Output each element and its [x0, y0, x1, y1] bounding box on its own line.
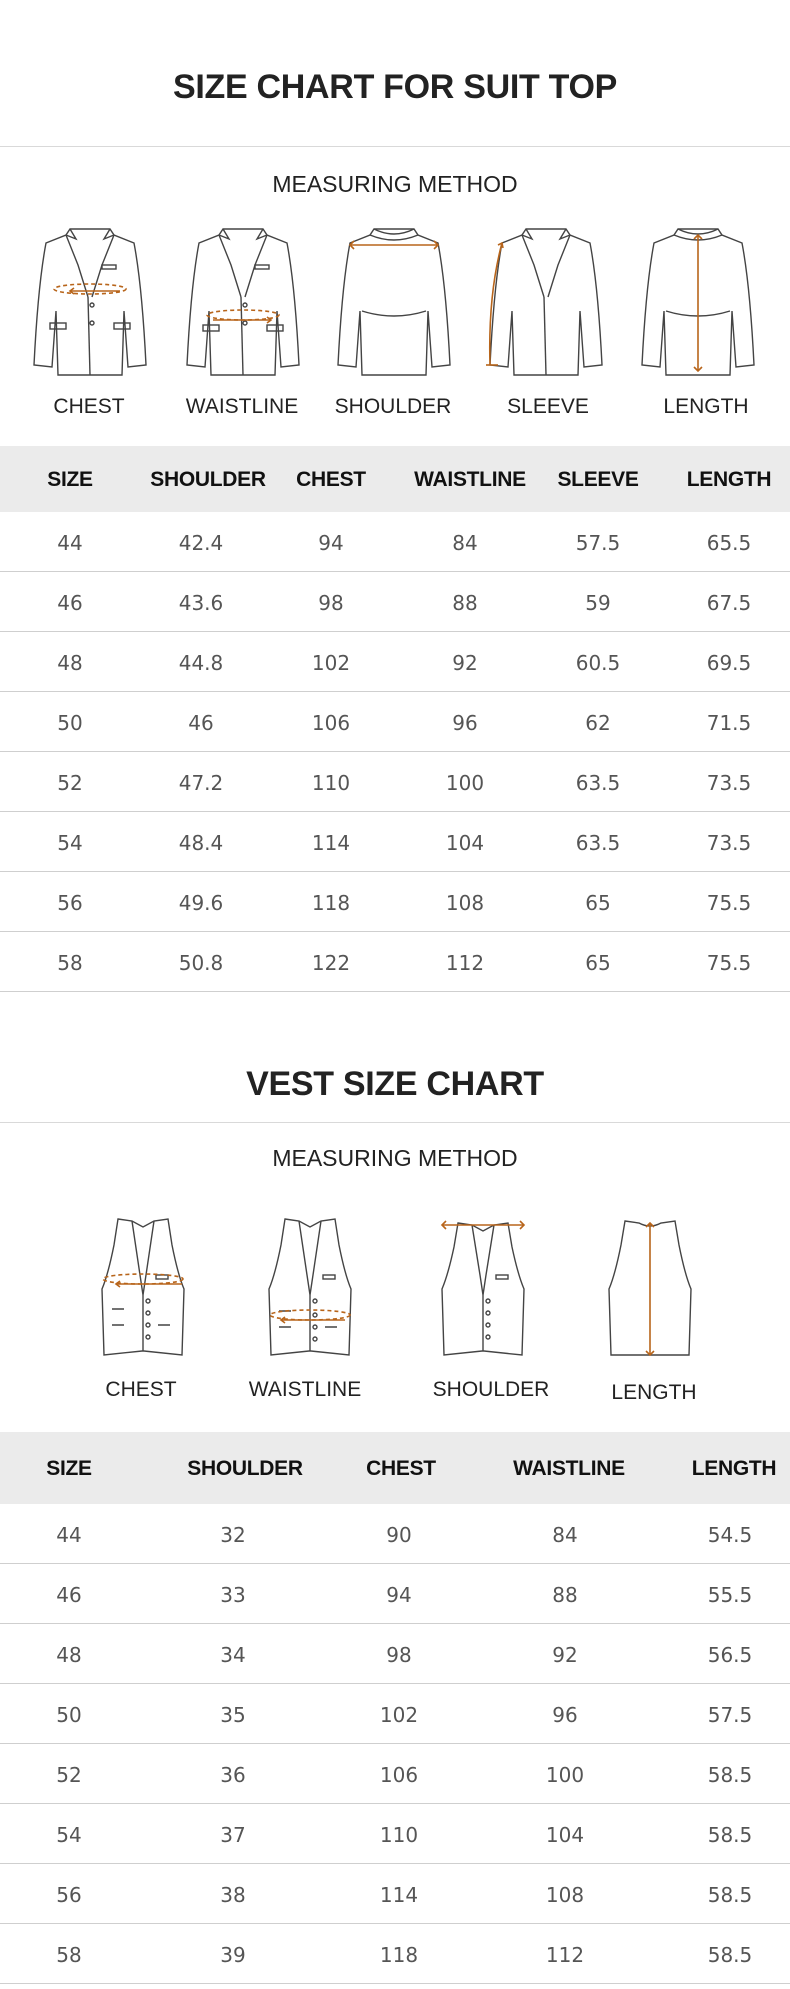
table-cell: 58.5: [707, 1763, 753, 1787]
jacket-shoulder-label: SHOULDER: [334, 395, 452, 418]
table-cell: 58.5: [707, 1823, 753, 1847]
vest-chest-label: CHEST: [105, 1378, 177, 1401]
table-cell: 69.5: [706, 651, 752, 675]
table-cell: 60.5: [575, 651, 621, 675]
table-cell: 114: [379, 1883, 419, 1907]
jacket-waistline-icon: [183, 225, 303, 380]
table-cell: 88: [552, 1583, 578, 1607]
table-cell: 102: [311, 651, 351, 675]
table-cell: 54: [56, 1823, 82, 1847]
table-cell: 104: [545, 1823, 585, 1847]
table-cell: 39: [220, 1943, 246, 1967]
jacket-length-label: LENGTH: [663, 395, 749, 418]
table-cell: 55.5: [707, 1583, 753, 1607]
table-row: [0, 692, 790, 752]
vest-title-divider: [0, 1122, 790, 1123]
table-row: [0, 872, 790, 932]
vest-chest-icon: [98, 1215, 188, 1360]
table-cell: 65.5: [706, 531, 752, 555]
table-cell: 58: [57, 951, 83, 975]
table-row: [0, 812, 790, 872]
table-cell: 52: [56, 1763, 82, 1787]
table-row: [0, 1504, 790, 1564]
table-cell: 106: [311, 711, 351, 735]
suit-col-size: SIZE: [47, 468, 93, 491]
suit-col-waistline: WAISTLINE: [414, 468, 526, 491]
table-cell: 59: [585, 591, 611, 615]
vest-table-header: [0, 1432, 790, 1504]
table-cell: 88: [452, 591, 478, 615]
table-cell: 38: [220, 1883, 246, 1907]
table-cell: 32: [220, 1523, 246, 1547]
table-cell: 63.5: [575, 831, 621, 855]
table-cell: 65: [585, 951, 611, 975]
table-cell: 42.4: [178, 531, 224, 555]
suit-chart-title: SIZE CHART FOR SUIT TOP: [173, 68, 617, 106]
vest-col-size: SIZE: [46, 1457, 92, 1480]
table-cell: 71.5: [706, 711, 752, 735]
suit-col-chest: CHEST: [296, 468, 366, 491]
table-cell: 48: [56, 1643, 82, 1667]
table-cell: 56: [56, 1883, 82, 1907]
table-cell: 98: [386, 1643, 412, 1667]
table-cell: 112: [545, 1943, 585, 1967]
table-cell: 75.5: [706, 891, 752, 915]
table-row: [0, 1804, 790, 1864]
table-row: [0, 752, 790, 812]
jacket-sleeve-icon: [486, 225, 606, 380]
jacket-chest-label: CHEST: [53, 395, 125, 418]
table-cell: 122: [311, 951, 351, 975]
table-cell: 110: [379, 1823, 419, 1847]
table-cell: 98: [318, 591, 344, 615]
table-cell: 84: [552, 1523, 578, 1547]
vest-col-chest: CHEST: [366, 1457, 436, 1480]
table-cell: 50: [57, 711, 83, 735]
table-row: [0, 632, 790, 692]
table-cell: 62: [585, 711, 611, 735]
suit-col-shoulder: SHOULDER: [150, 468, 266, 491]
table-cell: 56.5: [707, 1643, 753, 1667]
vest-col-shoulder: SHOULDER: [187, 1457, 303, 1480]
table-row: [0, 512, 790, 572]
table-cell: 50: [56, 1703, 82, 1727]
table-cell: 104: [445, 831, 485, 855]
vest-measuring-method-heading: MEASURING METHOD: [272, 1145, 518, 1171]
table-cell: 112: [445, 951, 485, 975]
table-cell: 90: [386, 1523, 412, 1547]
suit-title-divider: [0, 146, 790, 147]
table-row: [0, 932, 790, 992]
table-cell: 92: [552, 1643, 578, 1667]
table-cell: 48: [57, 651, 83, 675]
table-cell: 100: [445, 771, 485, 795]
vest-waistline-label: WAISTLINE: [248, 1378, 362, 1401]
table-cell: 58.5: [707, 1883, 753, 1907]
table-cell: 35: [220, 1703, 246, 1727]
table-cell: 54: [57, 831, 83, 855]
table-cell: 33: [220, 1583, 246, 1607]
suit-col-length: LENGTH: [686, 468, 772, 491]
table-cell: 54.5: [707, 1523, 753, 1547]
vest-col-waistline: WAISTLINE: [513, 1457, 625, 1480]
table-cell: 57.5: [707, 1703, 753, 1727]
table-cell: 46: [188, 711, 214, 735]
table-cell: 36: [220, 1763, 246, 1787]
table-cell: 46: [56, 1583, 82, 1607]
table-cell: 84: [452, 531, 478, 555]
table-cell: 110: [311, 771, 351, 795]
table-cell: 37: [220, 1823, 246, 1847]
table-cell: 106: [379, 1763, 419, 1787]
vest-waistline-icon: [265, 1215, 355, 1360]
table-cell: 73.5: [706, 831, 752, 855]
jacket-waistline-label: WAISTLINE: [185, 395, 299, 418]
table-cell: 96: [552, 1703, 578, 1727]
suit-table-header: [0, 446, 790, 512]
table-row: [0, 1864, 790, 1924]
table-cell: 58.5: [707, 1943, 753, 1967]
vest-length-label: LENGTH: [611, 1381, 697, 1404]
table-cell: 52: [57, 771, 83, 795]
vest-length-icon: [605, 1215, 695, 1360]
vest-chart-title: VEST SIZE CHART: [246, 1065, 544, 1103]
table-cell: 65: [585, 891, 611, 915]
table-cell: 73.5: [706, 771, 752, 795]
table-cell: 100: [545, 1763, 585, 1787]
table-cell: 118: [311, 891, 351, 915]
vest-shoulder-icon: [438, 1215, 528, 1360]
table-cell: 63.5: [575, 771, 621, 795]
table-cell: 57.5: [575, 531, 621, 555]
table-cell: 102: [379, 1703, 419, 1727]
suit-measuring-method-heading: MEASURING METHOD: [272, 171, 518, 197]
table-cell: 114: [311, 831, 351, 855]
jacket-shoulder-icon: [334, 225, 454, 380]
suit-col-sleeve: SLEEVE: [557, 468, 639, 491]
table-cell: 49.6: [178, 891, 224, 915]
table-cell: 44.8: [178, 651, 224, 675]
table-row: [0, 1564, 790, 1624]
table-cell: 108: [545, 1883, 585, 1907]
table-cell: 46: [57, 591, 83, 615]
table-row: [0, 1924, 790, 1984]
table-cell: 44: [57, 531, 83, 555]
table-cell: 44: [56, 1523, 82, 1547]
table-cell: 48.4: [178, 831, 224, 855]
table-cell: 47.2: [178, 771, 224, 795]
table-row: [0, 1744, 790, 1804]
table-cell: 118: [379, 1943, 419, 1967]
table-cell: 34: [220, 1643, 246, 1667]
table-cell: 108: [445, 891, 485, 915]
table-cell: 50.8: [178, 951, 224, 975]
table-cell: 58: [56, 1943, 82, 1967]
table-cell: 96: [452, 711, 478, 735]
table-row: [0, 572, 790, 632]
jacket-chest-icon: [30, 225, 150, 380]
table-cell: 56: [57, 891, 83, 915]
table-row: [0, 1684, 790, 1744]
table-cell: 92: [452, 651, 478, 675]
table-cell: 67.5: [706, 591, 752, 615]
jacket-sleeve-label: SLEEVE: [507, 395, 589, 418]
vest-col-length: LENGTH: [691, 1457, 777, 1480]
vest-shoulder-label: SHOULDER: [432, 1378, 550, 1401]
table-cell: 94: [318, 531, 344, 555]
table-row: [0, 1624, 790, 1684]
table-cell: 94: [386, 1583, 412, 1607]
table-cell: 43.6: [178, 591, 224, 615]
jacket-length-icon: [638, 225, 758, 380]
table-cell: 75.5: [706, 951, 752, 975]
